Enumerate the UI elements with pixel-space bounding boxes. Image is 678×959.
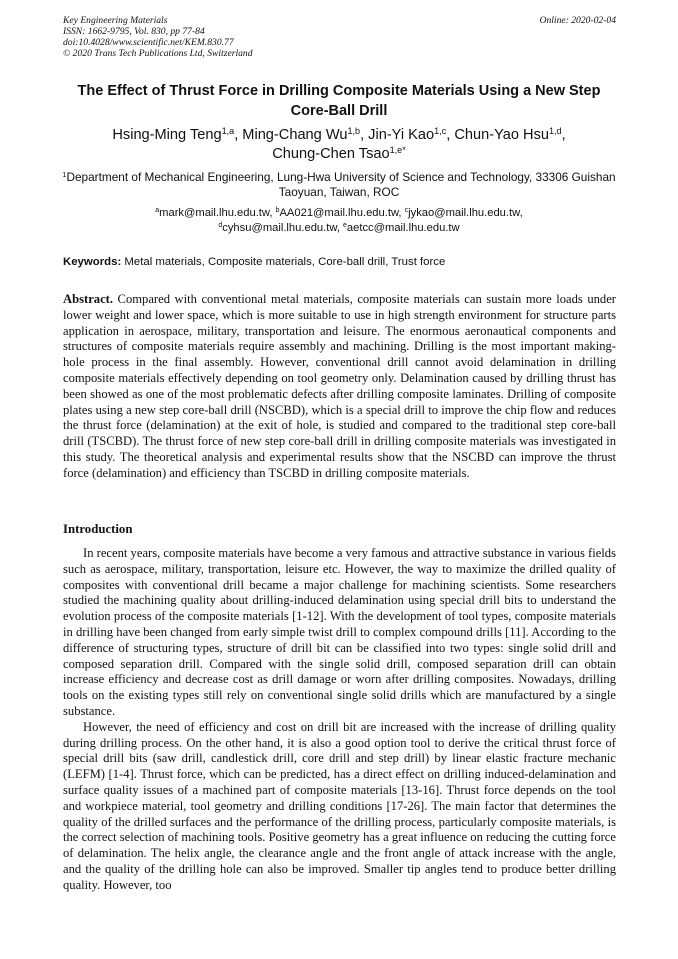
journal-name: Key Engineering Materials	[63, 15, 168, 26]
paper-title: The Effect of Thrust Force in Drilling Composite Materials Using a New Step Core-Ball Drill	[77, 83, 601, 119]
author: Hsing-Ming Teng$^{1,a}$,	[112, 126, 243, 143]
running-header	[63, 15, 616, 59]
issn-line: ISSN: 1662-9795, Vol. 830, pp 77-84	[63, 26, 205, 37]
email-link[interactable]: $^c$jykao@mail.lhu.edu.tw	[404, 207, 520, 219]
keywords-text: Metal materials, Composite materials, Core-ball drill, Trust force	[124, 256, 446, 268]
abstract-text: Compared with conventional metal materials, composite materials can sustain more loads under lower weight and lower space, which is more suitable to use in high strength environment for structure parts application in aerospace, military, transportation and leisure. The enormous aeronautical components and structures of composite materials require assembly and machining. Drilling is the most important making-hole process in the final assembly. However, conventional drill cannot avoid delamination in drilling composite materials effectively depending on tool geometry only. Delamination caused by drilling thrust has been showed as one of the most problematic defects after drilling composite laminates. Drilling of composite plates using a new step core-ball drill (NSCBD), which is a special drill to improve the chip flow and reduces the thrust force (delamination) at the exit of hole, is studied and compared to the traditional step core-ball drill (TSCBD). The thrust force of new step core-ball drill in drilling composite materials was investigated in this study. The theoretical analysis and experimental results show that the NSCBD can improve the thrust force (delamination) and efficiency than TSCBD in drilling composite materials.	[63, 292, 616, 480]
abstract-label: Abstract.	[63, 292, 114, 306]
paragraph: In recent years, composite materials have become a very famous and attractive substance in various fields such as aerospace, military, transportation, leisure etc. However, the way to maximize the drilled quality of composites with conventional drill became a major challenge for machining scientists. Some researchers studied the machining quality about drilling-induced delamination using special drill bits to understand the evolution process of the composite materials [1-12]. With the development of tool types, composite materials in drilling have been changed from early simple twist drill to complex compound drills [11]. According to the difference of structuring types, structure of drill bit can be classified into two types: single solid drill and composed separation drill. Compared with the single solid drill, composed separation drill can obtain increase efficiency and decrease cost as drill damage or worn after drilling composites. Nowadays, drilling tools on the existing types still rely on conventional single solid drills which are manufactured by a single substance.	[63, 546, 616, 718]
author: Jin-Yi Kao$^{1,c}$,	[368, 126, 455, 143]
email-link[interactable]: $^b$AA021@mail.lhu.edu.tw	[275, 207, 399, 219]
affiliation: $^1$Department of Mechanical Engineering, Lung-Hwa University of Science and Technology, 33306 Guishan Taoyuan, Taiwan, ROC	[62, 169, 616, 199]
author: Ming-Chang Wu$^{1,b}$,	[242, 126, 369, 143]
keywords	[63, 255, 616, 270]
online-date: Online: 2020-02-04	[539, 15, 616, 26]
section-heading: Introduction	[63, 522, 133, 536]
keywords-label: Keywords:	[63, 256, 122, 268]
paragraph: However, the need of efficiency and cost on drill bit are increased with the increase of drilling quality during drilling process. On the other hand, it is also a good option tool to derive the critical thrust force of special drill bits (saw drill, candlestick drill, core drill and step drill) by linear elastic fracture mechanic (LEFM) [1-4]. Thrust force, which can be predicted, has a direct effect on drilling induced-delamination and surface quality issues of a machined part of composite materials [13-16]. Thrust force depends on the tool and workpiece material, tool geometry and drilling conditions [17-26]. The main factor that determines the quality of the drilled surfaces and the performance of the drilling process, particularly composite materials, is the correct selection of machining tools. Positive geometry has a great influence on reducing the cutting force of delamination. The helix angle, the clearance angle and the front angle of attack increase with the angle, and the quality of the drilling hole can also be improved. Smaller tip angles tend to produce better drilling quality. However, too	[63, 719, 616, 892]
author: Chung-Chen Tsao$^{1,e*}$	[272, 145, 406, 162]
email-link[interactable]: $^a$mark@mail.lhu.edu.tw	[155, 207, 270, 219]
email-list: $^a$mark@mail.lhu.edu.tw, $^b$AA021@mail.lhu.edu.tw, $^c$jykao@mail.lhu.edu.tw, $^d$cyhsu@mail.lhu.edu.tw, $^e$aetcc@mail.lhu.edu.tw	[155, 207, 523, 234]
author: Chun-Yao Hsu$^{1,d}$,	[454, 126, 566, 143]
introduction-body	[63, 546, 616, 894]
email-link[interactable]: $^e$aetcc@mail.lhu.edu.tw	[343, 222, 460, 234]
doi-line: doi:10.4028/www.scientific.net/KEM.830.77	[63, 37, 234, 48]
author-list	[60, 126, 618, 164]
abstract	[63, 292, 616, 482]
copyright-line: © 2020 Trans Tech Publications Ltd, Switzerland	[63, 48, 253, 59]
email-link[interactable]: $^d$cyhsu@mail.lhu.edu.tw	[218, 222, 337, 234]
